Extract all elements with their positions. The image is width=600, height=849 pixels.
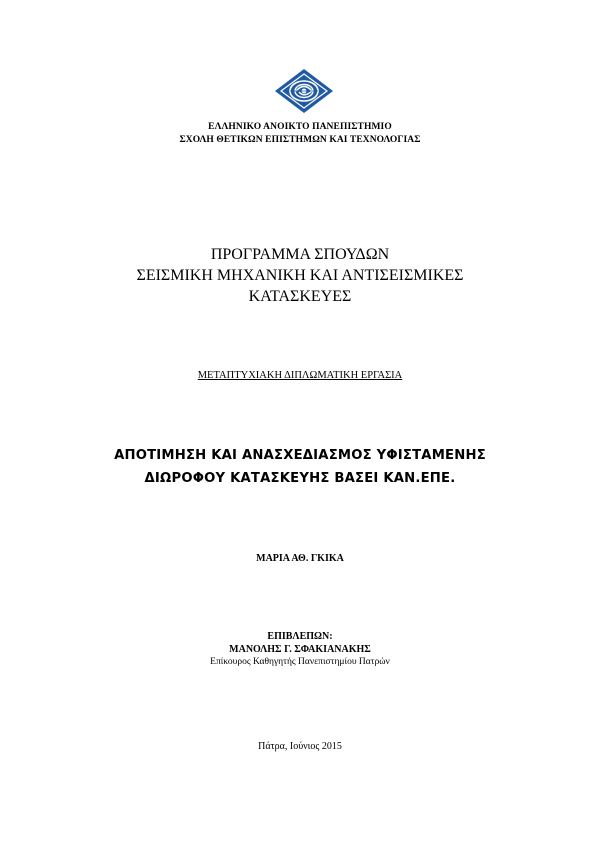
supervisor-heading: ΕΠΙΒΛΕΠΩΝ: xyxy=(267,631,333,642)
thesis-title-line-1: ΑΠΟΤΙΜΗΣΗ ΚΑΙ ΑΝΑΣΧΕΔΙΑΣΜΟΣ ΥΦΙΣΤΑΜΕΝΗΣ xyxy=(114,448,486,463)
school-name: ΣΧΟΛΗ ΘΕΤΙΚΩΝ ΕΠΙΣΤΗΜΩΝ ΚΑΙ ΤΕΧΝΟΛΟΓΙΑΣ xyxy=(179,135,421,145)
university-name: ΕΛΛΗΝΙΚΟ ΑΝΟΙΚΤΟ ΠΑΝΕΠΙΣΤΗΜΙΟ xyxy=(208,122,392,132)
place-date: Πάτρα, Ιούνιος 2015 xyxy=(258,741,342,752)
institution-header xyxy=(0,121,600,147)
thesis-title xyxy=(0,444,600,490)
program-line-2: ΣΕΙΣΜΙΚΗ ΜΗΧΑΝΙΚΗ ΚΑΙ ΑΝΤΙΣΕΙΣΜΙΚΕΣ xyxy=(136,267,464,284)
supervisor-name: ΜΑΝΟΛΗΣ Γ. ΣΦΑΚΙΑΝΑΚΗΣ xyxy=(229,643,371,655)
supervisor-block xyxy=(0,631,600,669)
author-name: ΜΑΡΙΑ ΑΘ. ΓΚΙΚΑ xyxy=(256,553,344,564)
hou-logo-icon xyxy=(274,68,334,114)
thesis-type: ΜΕΤΑΠΤΥΧΙΑΚΗ ΔΙΠΛΩΜΑΤΙΚΗ ΕΡΓΑΣΙΑ xyxy=(197,370,403,381)
program-line-1: ΠΡΟΓΡΑΜΜΑ ΣΠΟΥΔΩΝ xyxy=(210,246,390,263)
program-title xyxy=(0,244,600,307)
thesis-title-line-2: ΔΙΩΡΟΦΟΥ ΚΑΤΑΣΚΕΥΗΣ ΒΑΣΕΙ ΚΑΝ.ΕΠΕ. xyxy=(144,471,456,486)
program-line-3: ΚΑΤΑΣΚΕΥΕΣ xyxy=(248,288,352,305)
supervisor-role: Επίκουρος Καθηγητής Πανεπιστημίου Πατρών xyxy=(210,657,390,667)
